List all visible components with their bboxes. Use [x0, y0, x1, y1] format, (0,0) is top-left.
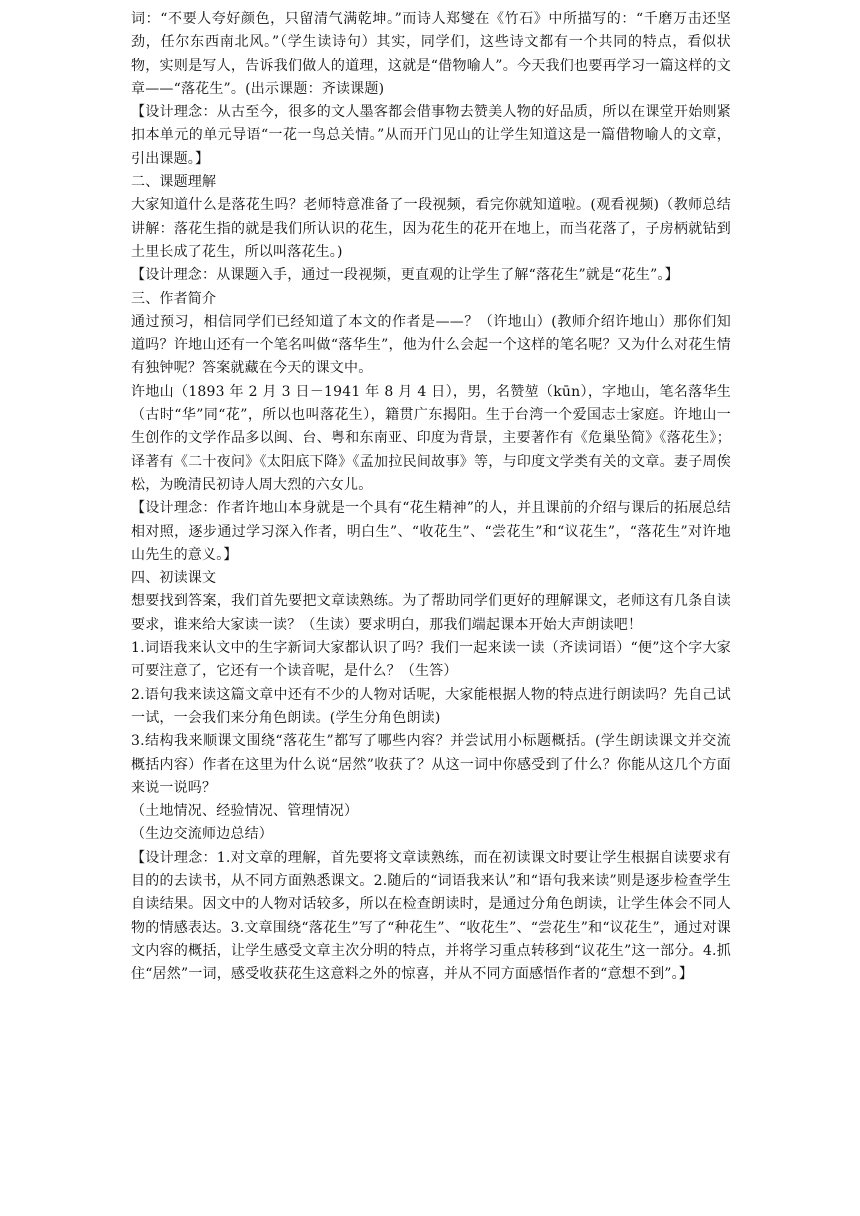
paragraph-topic: 大家知道什么是落花生吗？老师特意准备了一段视频，看完你就知道啦。(观看视频)（教师总结讲解：落花生指的就是我们所认识的花生，因为花生的花开在地上，而当花落了，子房柄就钻到土里长成了花生，所以叫落花生。) [131, 197, 731, 260]
design-note-2: 【设计理念：从课题入手，通过一段视频，更直观的让学生了解“落花生”就是“花生”。】 [131, 267, 679, 284]
paragraph-aspects: （土地情况、经验情况、管理情况） [131, 803, 359, 820]
section-heading-2: 二、课题理解 [131, 174, 217, 191]
paragraph-summary: （生边交流师边总结） [131, 826, 273, 843]
paragraph-author-intro: 通过预习，相信同学们已经知道了本文的作者是——？（许地山）(教师介绍许地山）那你们知道吗？许地山还有一个笔名叫做“落华生”，他为什么会起一个这样的笔名呢？又为什么对花生情有独钟呢？答案就藏在今天的课文中。 [131, 313, 731, 377]
section-heading-4: 四、初读课文 [131, 570, 217, 587]
paragraph-intro: 词：“不要人夸好颜色，只留清气满乾坤。”而诗人郑燮在《竹石》中所描写的：“千磨万击还坚劲，任尔东西南北风。”（学生读诗句）其实，同学们，这些诗文都有一个共同的特点，看似状物，实则是写人，告诉我们做人的道理，这就是“借物喻人”。今天我们也要再学习一篇这样的文章——“落花生”。(出示课题：齐读课题) [131, 11, 731, 97]
document-page [131, 8, 731, 986]
list-item-2: 2.语句我来读这篇文章中还有不少的人物对话呢，大家能根据人物的特点进行朗读吗？先自己试一试，一会我们来分角色朗读。(学生分角色朗读) [131, 686, 731, 726]
paragraph-reading-intro: 想要找到答案，我们首先要把文章读熟练。为了帮助同学们更好的理解课文，老师这有几条自读要求，谁来给大家读一读？（生读）要求明白，那我们端起课本开始大声朗读吧！ [131, 593, 731, 633]
design-note-3: 【设计理念：作者许地山本身就是一个具有“花生精神”的人，并且课前的介绍与课后的拓展总结相对照，逐步通过学习深入作者，明白生”、“收花生”、“尝花生”和“议花生”，“落花生”对许地山先生的意义。】 [131, 500, 731, 563]
design-note-4: 【设计理念：1.对文章的理解，首先要将文章读熟练，而在初读课文时要让学生根据自读要求有目的的去读书，从不同方面熟悉课文。2.随后的“词语我来认”和“语句我来读”则是逐步检查学生自读结果。因文中的人物对话较多，所以在检查朗读时，是通过分角色朗读，让学生体会不同人物的情感表达。3.文章围绕“落花生”写了“种花生”、“收花生”、“尝花生”和“议花生”，通过对课文内容的概括，让学生感受文章主次分明的特点，并将学习重点转移到“议花生”这一部分。4.抓住“居然”一词，感受收获花生这意料之外的惊喜，并从不同方面感悟作者的“意想不到”。】 [131, 849, 731, 983]
list-item-3: 3.结构我来顺课文围绕“落花生”都写了哪些内容？并尝试用小标题概括。(学生朗读课文并交流概括内容）作者在这里为什么说“居然”收获了？从这一词中你感受到了什么？你能从这几个方面来说一说吗？ [131, 733, 731, 796]
paragraph-author-bio: 许地山（1893 年 2 月 3 日－1941 年 8 月 4 日），男，名赞堃（kūn），字地山，笔名落华生（古时“华”同“花”，所以也叫落花生），籍贯广东揭阳。生于台湾一个爱国志士家庭。许地山一生创作的文学作品多以闽、台、粤和东南亚、印度为背景，主要著作有《危巢坠简》《落花生》；译著有《二十夜问》《太阳底下降》《孟加拉民间故事》等，与印度文学类有关的文章。妻子周俟松，为晚清民初诗人周大烈的六女儿。 [131, 383, 731, 493]
list-item-1: 1.词语我来认文中的生字新词大家都认识了吗？我们一起来读一读（齐读词语）“便”这个字大家可要注意了，它还有一个读音呢，是什么？（生答） [131, 640, 731, 680]
design-note-1: 【设计理念：从古至今，很多的文人墨客都会借事物去赞美人物的好品质，所以在课堂开始则紧扣本单元的单元导语“一花一鸟总关情。”从而开门见山的让学生知道这是一篇借物喻人的文章，引出课题。】 [131, 104, 731, 167]
section-heading-3: 三、作者简介 [131, 290, 217, 307]
